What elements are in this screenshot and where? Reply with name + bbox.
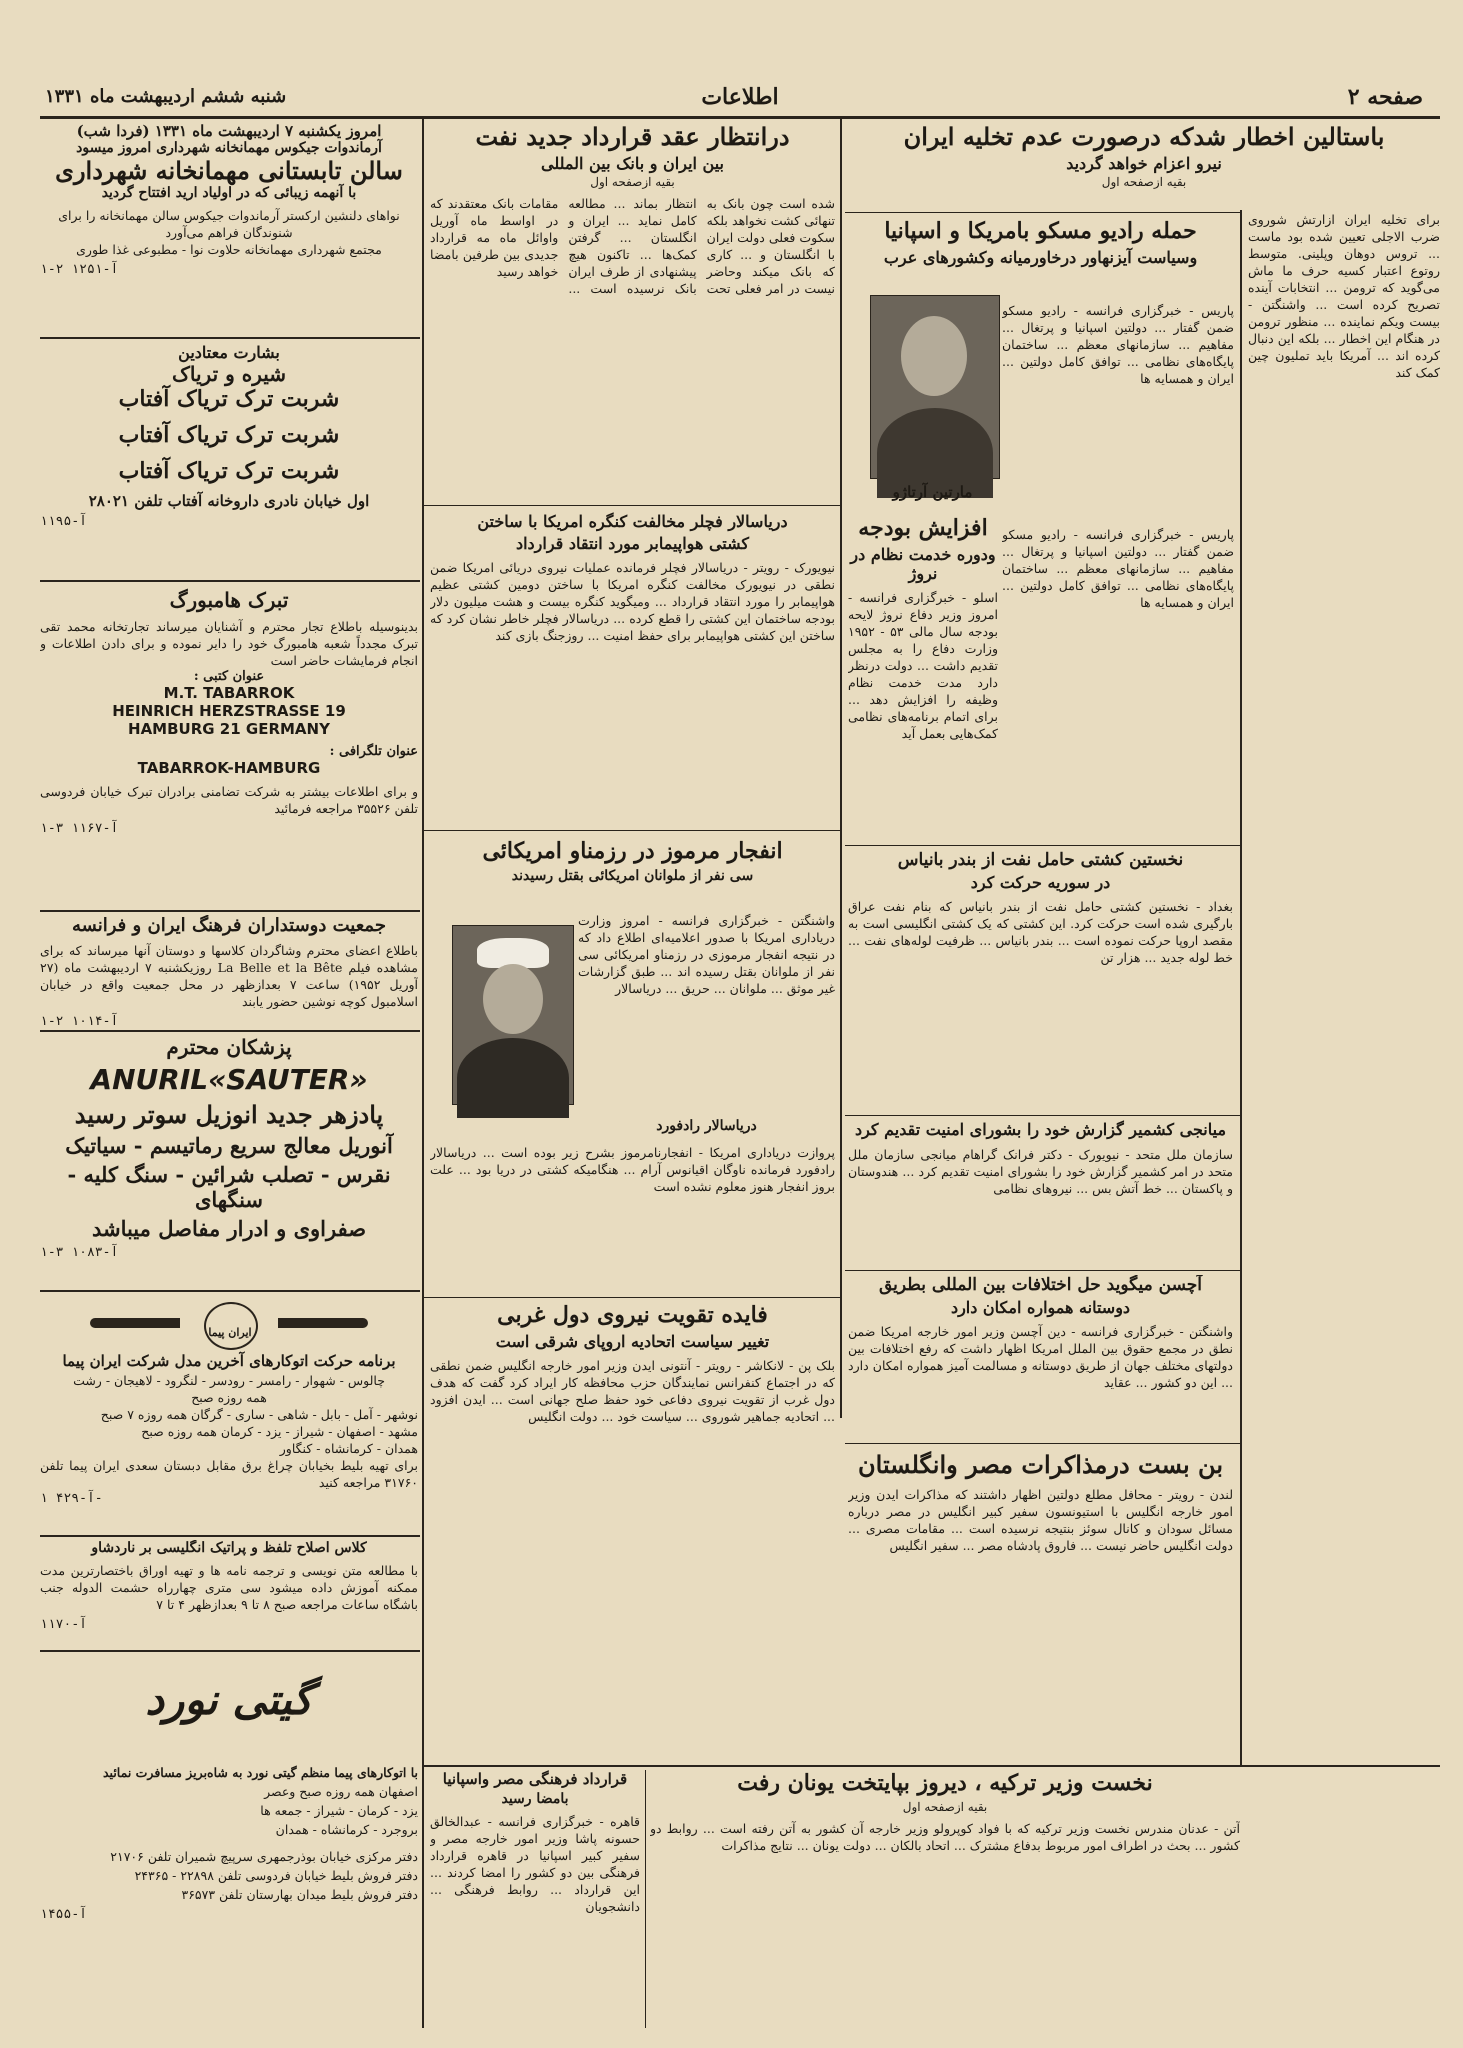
oil-continued: بقیه ازصفحه اول — [590, 175, 675, 189]
anuril-line5: صفراوی و ادرار مفاصل میباشد — [91, 1216, 367, 1241]
stalin-body: برای تخلیه ایران ازارتش شوروی ضرب الاجلی تعیین شده بود ماست ... تروس دوهان وپلینی. متوسط روتوع اعتبار کسیه حرف ما ماش می‌گوید که ترومن ... انتخابات آینده تصریح کرده است ... واشنگتن - بیست ویکم نماینده ... منظور ترومن در هنگام این اخطار ... بلکه این دنبال کرده اند ... آمریکا باید تملیون چین کمک کند — [1248, 212, 1440, 380]
english-title: کلاس اصلاح تلفظ و پراتیک انگلیسی بر ناردشاو — [91, 1540, 367, 1556]
oil-article — [430, 122, 835, 502]
west-headline: فایده تقویت نیروی دول غربی — [497, 1302, 768, 1328]
artajo-photo — [870, 295, 1000, 479]
paper-name: اطلاعات — [701, 84, 779, 110]
column-rule-middle — [840, 118, 842, 1418]
bus-line3: نوشهر - آمل - بابل - شاهی - ساری - گرگان همه روزه ۷ صبح — [100, 1407, 418, 1422]
ship-subhead: در سوریه حرکت کرد — [970, 873, 1111, 893]
opium-code: آ-۱۱۹۵ — [40, 514, 87, 529]
stalin-headline: باستالین اخطار شدکه درصورت عدم تخلیه ایران — [903, 122, 1385, 151]
english-code: آ-۱۱۷۰ — [40, 1617, 87, 1632]
admiral-article — [430, 512, 835, 827]
giti-line4: دفتر مرکزی خیابان بوذرجمهری سرپیچ شمیران تلفن ۲۱۷۰۶ — [110, 1849, 418, 1864]
admiral-body: نیویورک - رویتر - دریاسالار فچلر فرمانده عملیات نیروی دریائی امریکا ضمن نطقی در نیویورک مخالفت کنگره امریکا با ساختن دومین کشتی عظیم هواپیمابر را مورد انتقاد قرارداد ... ومیگوید کنگره بیست و هشت میلیون دلار بودجه ساختمان این کشتی را قطع کرده ... دریاسالار فچلر خاطر نشان کرد که ساختن این کشتی هواپیمابر برای حفظ امنیت ... روزجنگ بازی کند — [430, 560, 835, 643]
acheson-body: واشنگتن - خبرگزاری فرانسه - دین آچسن وزیر امور خارجه امریکا ضمن نطق در مجمع حقوق بین الملل امریکا اظهار داشت که رفع اختلافات بین دولتهای مختلف جهان از طریق دوستانه و مسالمت آمیز همواره امکان دارد ... این دو کشور ... عقاید — [848, 1324, 1233, 1391]
municipal-title: سالن تابستانی مهمانخانه شهرداری — [55, 156, 403, 185]
stalin-article — [848, 122, 1440, 212]
bottom-section-rule — [422, 1765, 1440, 1767]
giti-code: آ-۱۴۵۵ — [40, 1907, 87, 1922]
hamburg-code: آ-۱۱۶۷ ۳-۱ — [40, 821, 119, 836]
budget-article — [848, 515, 998, 845]
kashmir-article — [848, 1120, 1233, 1270]
west-article — [430, 1302, 835, 1762]
hamburg-text: بدینوسیله باطلاع تجار محترم و آشنایان میرساند تجارتخانه محمد تقی تبرک مجدداً شعبه هامبورگ خود را دایر نموده و برای دادن اطلاعات و انجام فرمایشات حاضر است — [40, 619, 418, 668]
portrait-shoulders — [457, 1038, 569, 1118]
cultural-subhead: بامضا رسید — [501, 1790, 569, 1807]
radford-caption: دریاسالار رادفورد — [656, 1118, 757, 1134]
radford-photo — [452, 925, 574, 1105]
stalin-continued: بقیه ازصفحه اول — [1101, 175, 1187, 189]
ship-headline: نخستین کشتی حامل نفت از بندر بانیاس — [897, 850, 1184, 870]
turkey-article — [650, 1770, 1240, 2030]
hamburg-tele: TABARROK-HAMBURG — [137, 759, 321, 777]
masthead-rule — [40, 116, 1440, 119]
page-number: صفحه ۲ — [1347, 84, 1423, 110]
anuril-line4: نقرس - تصلب شرائین - سنگ کلیه - سنگهای — [67, 1162, 391, 1212]
municipal-line5: مجتمع شهرداری مهمانخانه حلاوت نوا - مطبوعی غذا طوری — [76, 242, 382, 257]
logo-wing-left — [90, 1318, 180, 1328]
admiral-subhead: کشتی هواپیمابر مورد انتقاد قرارداد — [515, 534, 750, 553]
giti-line3: بروجرد - کرمانشاه - همدان — [275, 1822, 418, 1837]
turkey-continued: بقیه ازصفحه اول — [902, 1799, 988, 1814]
opium-line2: شیره و تریاک — [171, 362, 287, 386]
anuril-line1: پزشکان محترم — [166, 1035, 292, 1059]
hamburg-addr1: M.T. TABARROK — [163, 684, 295, 702]
municipal-line3: با آنهمه زیبائی که در اولیاد ارید افتتاح گردید — [101, 185, 357, 201]
cultural-rule — [645, 1770, 646, 2028]
artajo-caption: مارتین آرتاژو — [892, 483, 973, 501]
hamburg-note: و برای اطلاعات بیشتر به شرکت تضامنی برادران تبرک خیابان فردوسی تلفن ۳۵۵۲۶ مراجعه فرمائید — [40, 784, 418, 816]
west-body: بلک پن - لانکاشر - رویتر - آنتونی ایدن وزیر امور خارجه انگلیس ضمن نطقی که در اجتماع کنفرانس نمایندگان حزب محافظه کار ایراد کرد گفت که هدف دول غرب از تقویت نیروی دفاعی خود حفظ صلح جهانی است ... ایدن افزود ... اتحادیه جماهیر شوروی ... سیاست خود ... دولت انگلیس — [430, 1357, 835, 1424]
ship-article — [848, 850, 1233, 1110]
ad-rule-5 — [40, 1290, 420, 1292]
cultural-body: قاهره - خبرگزاری فرانسه - عبدالخالق حسونه پاشا وزیر امور خارجه مصر و سفیر کبیر اسپانیا در قاهره قرارداد فرهنگی بین دو کشور را امضا کردند ... این قرارداد ... روابط فرهنگی ... دانشجویان — [430, 1813, 640, 1914]
kashmir-body: سازمان ملل متحد - نیویورک - دکتر فرانک گراهام میانجی سازمان ملل متحد در امر کشمیر گزارش خود را بشورای امنیت تقدیم کرد ... هندوستان و پاکستان ... خط آتش بس ... نیروهای نظامی — [848, 1147, 1233, 1196]
hamburg-tele-label: عنوان تلگرافی : — [329, 744, 418, 759]
bus-title: برنامه حرکت اتوکارهای آخرین مدل شرکت ایران پیما — [62, 1352, 396, 1370]
explosion-article — [430, 838, 835, 908]
oil-subhead: بین ایران و بانک بین المللی — [540, 154, 725, 173]
bus-line6: برای تهیه بلیط بخیابان چراغ برق مقابل دبستان سعدی ایران پیما تلفن ۳۱۷۶۰ مراجعه کنید — [40, 1458, 418, 1490]
explosion-subhead: سی نفر از ملوانان امریکائی بقتل رسیدند — [511, 867, 754, 884]
hamburg-addr2: HEINRICH HERZSTRASSE 19 — [112, 702, 346, 720]
anuril-line2: پادزهر جدید انوزیل سوتر رسید — [74, 1100, 384, 1129]
stalin-subhead: نیرو اعزام خواهد گردید — [1066, 154, 1222, 173]
budget-rule — [845, 845, 1240, 846]
opium-line6: اول خیابان نادری داروخانه آفتاب تلفن ۲۸۰۲۱ — [88, 492, 370, 510]
explosion-body2: پروازت دریاداری امریکا - انفجارنامرموز بشرح زیر بوده است ... دریاسالار رادفورد فرمانده ناوگان اقیانوس آرام ... هنگامیکه کشتی در دریا بود ... علت بروز انفجار هنوز معلوم نشده است — [430, 1145, 835, 1194]
society-code: آ-۱۰۱۴ ۲-۱ — [40, 1014, 119, 1025]
ad-rule-1 — [40, 337, 420, 339]
english-ad — [40, 1540, 418, 1640]
anuril-brand: ANURIL«SAUTER» — [90, 1063, 368, 1096]
egypt-headline: بن بست درمذاکرات مصر وانگلستان — [858, 1450, 1223, 1479]
giti-ad — [40, 1655, 418, 2025]
bus-logo — [40, 1296, 418, 1352]
oil-rule — [424, 505, 840, 506]
budget-body: اسلو - خبرگزاری فرانسه - امروز وزیر دفاع نروژ لایحه بودجه سال مالی ۵۳ - ۱۹۵۲ وزارت دفاع را به مجلس تقدیم داشت ... دولت درنظر دارد مدت خدمت نظام وظیفه را افزایش دهد ... برای اتمام برنامه‌های نظامی کمک‌هایی بعمل آید — [848, 589, 998, 741]
ad-rule-7 — [40, 1650, 420, 1652]
turkey-headline: نخست وزیر ترکیه ، دیروز بپایتخت یونان رفت — [737, 1770, 1153, 1796]
kashmir-rule — [845, 1270, 1240, 1271]
municipal-ad — [40, 122, 418, 332]
hamburg-ad — [40, 588, 418, 908]
cultural-article — [430, 1770, 640, 2030]
ad-rule-3 — [40, 910, 420, 912]
anuril-code: آ-۱۰۸۳ ۳-۱ — [40, 1245, 119, 1260]
hamburg-title: تبرک هامبورگ — [169, 588, 289, 612]
acheson-rule — [845, 1443, 1240, 1444]
issue-date: شنبه ششم اردیبهشت ماه ۱۳۳۱ — [45, 86, 287, 107]
budget-subhead: ودوره خدمت نظام در نروژ — [850, 544, 996, 583]
anuril-line3: آنوریل معالج سریع رماتیسم - سیاتیک — [65, 1133, 393, 1158]
cultural-headline: قرارداد فرهنگی مصر واسپانیا — [442, 1770, 628, 1788]
giti-line6: دفتر فروش بلیط میدان بهارستان تلفن ۳۶۵۷۳ — [181, 1887, 418, 1902]
radio-body: پاریس - خبرگزاری فرانسه - رادیو مسکو ضمن گفتار ... دولتین اسپانیا و پرتغال ... مفاهیم ... سازمانهای معظم ... ساختمان پایگاه‌های نظامی ... توافق کامل دولتین ... ایران و همسایه ها — [1002, 303, 1234, 386]
giti-line2: یزد - کرمان - شیراز - جمعه ها — [260, 1803, 418, 1818]
giti-title: گیتی نورد — [145, 1675, 313, 1724]
stalin-rule — [845, 212, 1240, 213]
bus-line1: چالوس - شهوار - رامسر - رودسر - لنگرود - لاهیجان - رشت — [73, 1373, 385, 1388]
egypt-body: لندن - رویتر - محافل مطلع دولتین اظهار داشتند که مذاکرات ایدن وزیر امور خارجه انگلیس با استیونسون سفیر کبیر انگلیس در مصر درباره مسائل سودان و کانال سوئز بنتیجه نرسیده است ... مقامات مصری ... دولت انگلیس حاضر نیست ... فاروق پادشاه مصر ... سفیر انگلیس — [848, 1487, 1233, 1553]
municipal-line4: نواهای دلنشین ارکستر آرماندوات جیکوس سالن مهمانخانه را برای شنوندگان فراهم می‌آورد — [58, 208, 400, 240]
hamburg-addr3: HAMBURG 21 GERMANY — [128, 720, 330, 738]
municipal-line2: آرماندوات جیکوس مهمانخانه شهرداری امروز میسود — [76, 140, 382, 156]
ad-rule-6 — [40, 1535, 420, 1537]
acheson-headline: آچسن میگوید حل اختلافات بین المللی بطریق — [878, 1275, 1203, 1295]
acheson-article — [848, 1275, 1233, 1440]
bus-line2: همه روزه صبح — [191, 1390, 267, 1405]
acheson-subhead: دوستانه همواره امکان دارد — [950, 1298, 1131, 1318]
portrait-face — [483, 964, 543, 1034]
radio-subhead: وسیاست آیزنهاور درخاورمیانه وکشورهای عرب — [883, 247, 1198, 267]
opium-ad — [40, 343, 418, 558]
explosion-rule — [424, 1297, 840, 1298]
explosion-body: واشنگتن - خبرگزاری فرانسه - امروز وزارت دریاداری امریکا با صدور اعلامیه‌ای اطلاع داد که در نتیجه انفجار مرموزی در رزمناو امریکائی سی نفر از ملوانان بقتل رسیده اند ... طبق گزارشات غیر موثق ... ملوانان ... حریق ... دریاسالار — [578, 913, 835, 996]
opium-line1: بشارت معتادین — [178, 343, 280, 362]
column-rule-right — [1240, 210, 1242, 1765]
opium-line5: شربت ترک تریاک آفتاب — [118, 458, 340, 484]
oil-body: شده است چون بانک به تنهائی کشت نخواهد بلکه سکوت فعلی دولت ایران با انگلستان و ... کاری که بانک میکند وحاضر نیست در امر فعلی تحت انتظار بماند ... مطالعه کامل نماید ... ایران و انگلستان ... گرفتن کمک‌ها ... تاکنون هیچ پیشنهادی از طرف ایران بانک نرسیده است ... مقامات بانک معتقدند که در اواسط ماه آوریل واوائل ماه مه قرارداد جدیدی بین طرفین بامضا خواهد رسید — [430, 196, 835, 296]
bus-ad — [40, 1296, 418, 1531]
giti-line5: دفتر فروش بلیط خیابان فردوسی تلفن ۲۲۸۹۸ - ۲۴۳۶۵ — [134, 1868, 418, 1883]
column-rule-left — [422, 118, 424, 2028]
english-text: با مطالعه متن نویسی و ترجمه نامه ها و تهیه اوراق باختصارترین مدت ممکنه آموزش داده میشود سی متری چهارراه حشمت الدوله جنب باشگاه ساعات مراجعه صبح ۸ تا ۹ بعدازظهر ۴ تا ۷ — [40, 1563, 418, 1612]
ship-body: بغداد - نخستین کشتی حامل نفت از بندر بانیاس که بنام نفت عراق بارگیری شده است حرکت کرد. این کشتی که یک کشتی انگلیسی است به مقصد اروپا حرکت نموده است ... بندر بانیاس ... ظرفیت لوله‌های نفت ... خط لوله جدید ... هزار تن — [848, 899, 1233, 966]
ad-rule-4 — [40, 1030, 420, 1032]
anuril-ad — [40, 1035, 418, 1285]
opium-line3: شربت ترک تریاک آفتاب — [118, 386, 340, 412]
admiral-rule — [424, 830, 840, 831]
municipal-line1: امروز یکشنبه ۷ اردیبهشت ماه ۱۳۳۱ (فردا شب) — [76, 122, 382, 140]
ad-rule-2 — [40, 580, 420, 582]
logo-wing-right — [278, 1318, 368, 1328]
ship-rule — [845, 1115, 1240, 1116]
radio-body-cont: پاریس - خبرگزاری فرانسه - رادیو مسکو ضمن گفتار ... دولتین اسپانیا و پرتغال ... مفاهیم ... سازمانهای معظم ... ساختمان پایگاه‌های نظامی ... توافق کامل دولتین ... ایران و همسایه ها — [1002, 527, 1234, 610]
society-text: باطلاع اعضای محترم وشاگردان کلاسها و دوستان آنها میرساند که برای مشاهده فیلم La Belle et la Bête روزیکشنبه ۷ اردیبهشت ماه (۲۷ آوریل ۱۹۵۲) ساعت ۷ بعدازظهر در محل جمعیت واقع در خیابان اسلامبول کوچه نوشین حضور یابند — [40, 943, 418, 1009]
bus-logo-text: ایران پیما — [208, 1326, 252, 1339]
bus-line5: همدان - کرمانشاه - کنگاور — [279, 1441, 418, 1456]
bus-line4: مشهد - اصفهان - شیراز - یزد - کرمان همه روزه صبح — [141, 1424, 418, 1439]
radio-headline: حمله رادیو مسکو بامریکا و اسپانیا — [884, 218, 1197, 244]
municipal-code: آ-۱۲۵۱ ۲-۱ — [40, 262, 119, 277]
explosion-headline: انفجار مرموز در رزمناو امریکائی — [482, 838, 783, 864]
opium-line4: شربت ترک تریاک آفتاب — [118, 422, 340, 448]
kashmir-headline: میانجی کشمیر گزارش خود را بشورای امنیت تقدیم کرد — [854, 1120, 1227, 1139]
budget-headline: افزایش بودجه — [858, 515, 988, 541]
bus-code: آ-۴۲۹ ۱- — [40, 1491, 103, 1506]
admiral-headline: دریاسالار فچلر مخالفت کنگره امریکا با ساختن — [477, 512, 788, 531]
giti-line1: اصفهان همه روزه صبح وعصر — [264, 1784, 418, 1799]
turkey-body: آتن - عدنان مندرس نخست وزیر ترکیه که با فواد کوپرولو وزیر خارجه آن کشور به آتن رفته است ... روابط دو کشور ... بحث در اطراف امور مربوط بدفاع مشترک ... اتحاد بالکان ... دولت یونان ... نتایج مذاکرات — [650, 1820, 1240, 1853]
west-subhead: تغییر سیاست اتحادیه اروپای شرقی است — [495, 1331, 770, 1351]
egypt-article — [848, 1450, 1233, 1760]
oil-headline: درانتظار عقد قرارداد جدید نفت — [475, 122, 790, 151]
society-title: جمعیت دوستداران فرهنگ ایران و فرانسه — [72, 915, 386, 936]
hamburg-addr-label: عنوان کتبی : — [193, 669, 265, 684]
giti-text: با اتوکارهای پیما منظم گیتی نورد به شاه‌بریز مسافرت نمائید — [102, 1765, 418, 1780]
society-ad — [40, 915, 418, 1025]
portrait-face — [901, 316, 967, 396]
